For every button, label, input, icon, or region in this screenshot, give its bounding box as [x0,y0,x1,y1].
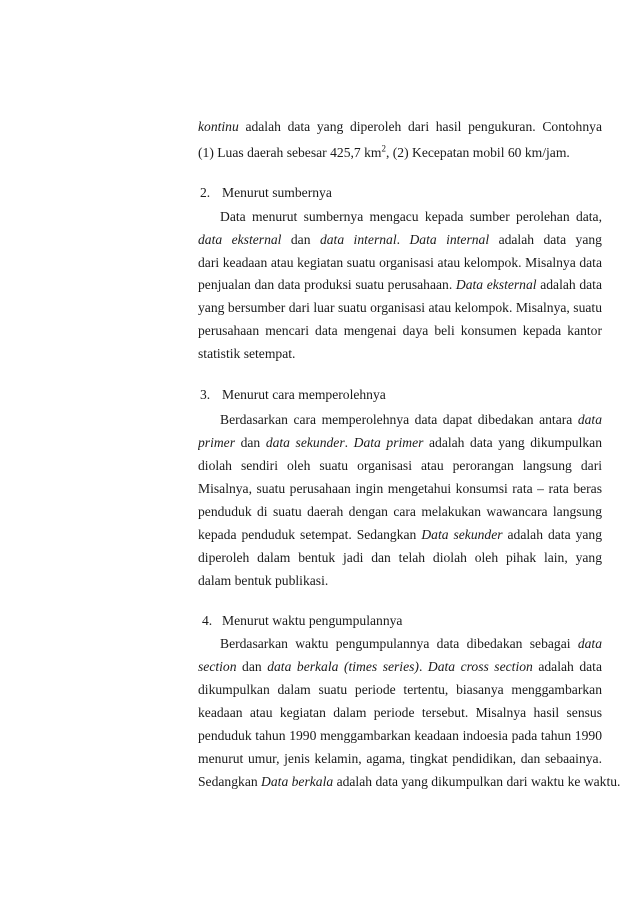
text-span: Data menurut sumbernya mengacu kepada sumber perolehan data, [220,209,602,224]
section-number: 2. [200,185,211,200]
text-span: dan [236,659,268,674]
text-span: yang bersumber dari luar suatu organisasi atau kelompok. Misalnya, suatu [198,300,602,315]
text-span: 2 [381,143,386,154]
text-span: . [344,435,354,450]
text-span: dalam bentuk publikasi. [198,573,329,588]
section-title: Menurut waktu pengumpulannya [222,613,403,628]
text-span: penjualan dan data produksi suatu perusahaan. [198,277,456,292]
italic-term: data [577,636,602,651]
body-line [198,526,602,544]
italic-term: Data internal [409,232,490,247]
italic-term: data eksternal [198,232,282,247]
text-span: Misalnya, suatu perusahaan ingin mengetahui konsumsi rata – rata beras [198,481,602,496]
text-span: adalah data yang dikumpulkan dari waktu ke waktu. [333,774,621,789]
text-span: keadaan atau kegiatan dalam periode tersebut. Misalnya hasil sensus [198,705,602,720]
italic-term: Data eksternal [455,277,537,292]
body-line [198,750,602,768]
body-line [198,727,602,745]
italic-term: data [577,412,602,427]
text-span: dari keadaan atau kegiatan suatu organisasi atau kelompok. Misalnya data [198,255,602,270]
body-line [198,457,602,475]
text-span: adalah data yang dikumpulkan [428,435,602,450]
body-line [198,658,602,676]
text-span: dikumpulkan dalam suatu periode tertentu, biasanya menggambarkan [198,682,602,697]
text-span: perusahaan mencari data mengenai daya beli konsumen kepada kantor [198,323,602,338]
body-line [198,704,602,722]
text-span: , (2) Kecepatan mobil 60 km/jam. [385,145,570,160]
body-line [198,208,602,226]
text-span: (1) Luas daerah sebesar 425,7 km [198,145,382,160]
text-span: statistik setempat. [198,346,296,361]
italic-term: Data cross section [427,659,533,674]
text-span: diperoleh dalam bentuk jadi dan telah diolah oleh pihak lain, yang [198,550,602,565]
body-line [198,773,621,791]
body-line [198,549,602,567]
body-line [198,572,602,590]
text-span: . [418,659,428,674]
text-span: kepada penduduk setempat. Sedangkan [198,527,422,542]
body-line [198,635,602,653]
italic-term: Data berkala [261,774,334,789]
text-span: penduduk di suatu daerah dengan cara melakukan wawancara langsung [198,504,602,519]
italic-term: data berkala (times series) [267,659,419,674]
text-span: adalah data [538,659,602,674]
text-span: Berdasarkan cara memperolehnya data dapat dibedakan antara [220,412,578,427]
body-line [198,144,602,162]
text-span: adalah data yang diperoleh dari hasil pengukuran. Contohnya [245,119,602,134]
body-line [198,681,602,699]
text-span: adalah data [536,277,602,292]
italic-term: kontinu [198,119,239,134]
italic-term: section [198,659,237,674]
text-span: adalah data yang [498,232,602,247]
text-span: menurut umur, jenis kelamin, agama, tingkat pendidikan, dan sebaainya. [198,751,602,766]
text-span: Sedangkan [198,774,262,789]
section-title: Menurut cara memperolehnya [222,387,386,402]
body-line [198,345,602,363]
italic-term: Data sekunder [421,527,503,542]
text-span: dan [235,435,266,450]
body-line [198,299,602,317]
body-line [198,276,602,294]
body-line [198,480,602,498]
italic-term: data internal [319,232,397,247]
text-span: diolah sendiri oleh suatu organisasi atau perorangan langsung dari [198,458,602,473]
italic-term: Data primer [353,435,424,450]
section-number: 3. [200,387,211,402]
text-span: dan [281,232,320,247]
section-number: 4. [202,613,213,628]
italic-term: data sekunder [265,435,345,450]
text-span: penduduk tahun 1990 menggambarkan keadaan indoesia pada tahun 1990 [198,728,602,743]
body-line [198,254,602,272]
text-span: adalah data yang [502,527,602,542]
body-line [198,411,602,429]
text-span: . [396,232,410,247]
italic-term: primer [198,435,236,450]
body-line [198,434,602,452]
section-title: Menurut sumbernya [222,185,332,200]
body-line [198,231,602,249]
text-span: Berdasarkan waktu pengumpulannya data dibedakan sebagai [220,636,578,651]
body-line [198,118,602,136]
body-line [198,322,602,340]
body-line [198,503,602,521]
